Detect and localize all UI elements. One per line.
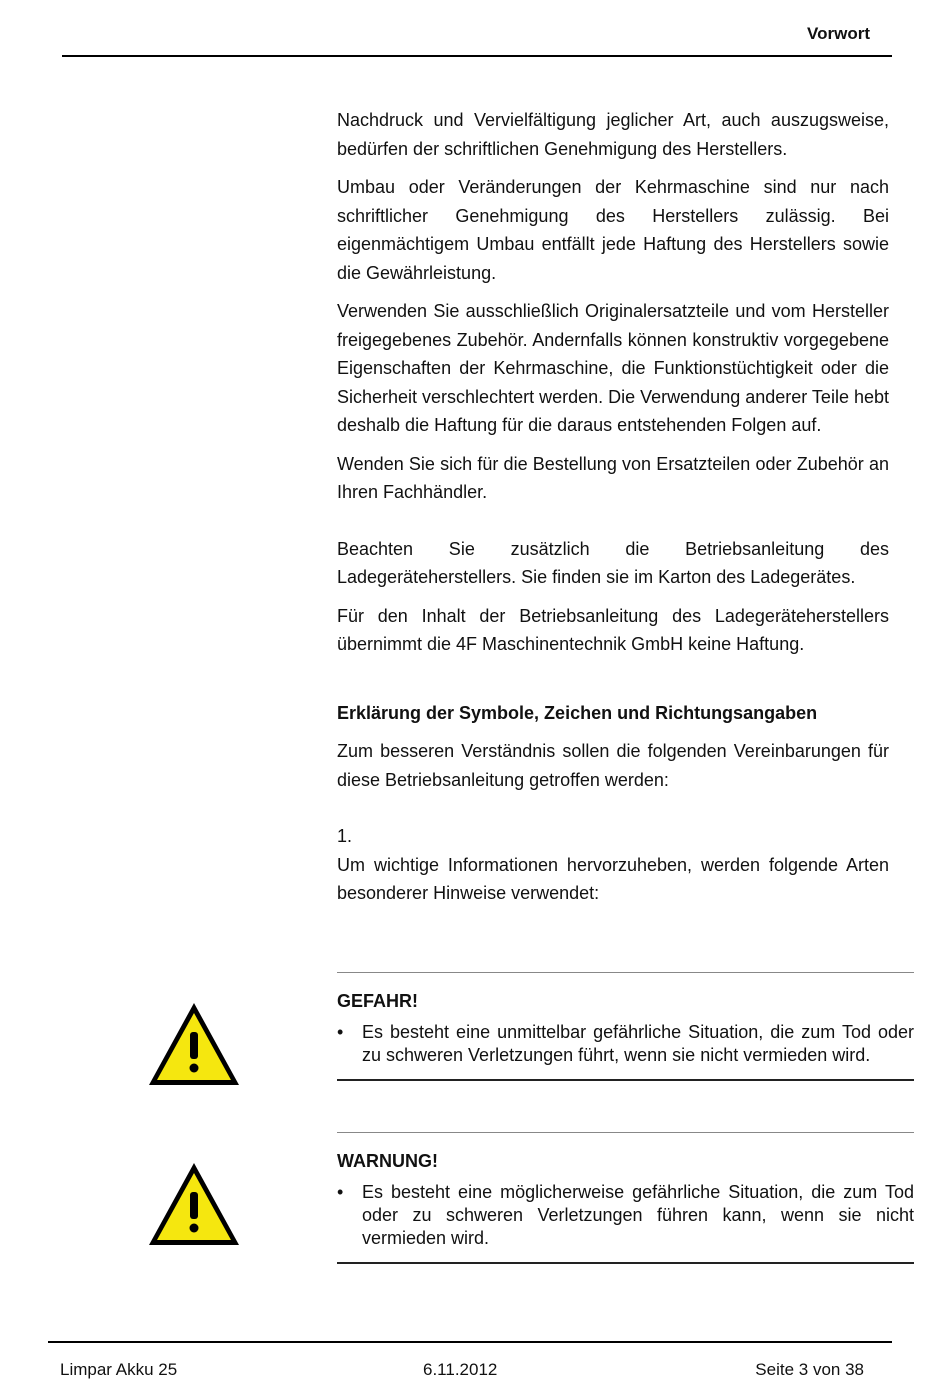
notice-text: Es besteht eine unmittelbar gefährliche Situation, die zum Tod oder zu schweren Verletzungen führt, wenn sie nicht vermieden wird. bbox=[362, 1022, 914, 1065]
notice-rule-bottom bbox=[337, 1262, 914, 1264]
footer-date: 6.11.2012 bbox=[423, 1360, 498, 1379]
notice-title: GEFAHR! bbox=[337, 991, 418, 1011]
header-rule bbox=[62, 55, 892, 57]
notice-list bbox=[337, 1181, 914, 1250]
notice-rule-top bbox=[337, 1132, 914, 1133]
list-item bbox=[337, 1181, 914, 1250]
notice-list bbox=[337, 1021, 914, 1067]
bullet-icon: • bbox=[337, 1182, 344, 1202]
footer-rule bbox=[48, 1341, 892, 1343]
bullet-icon: • bbox=[337, 1022, 344, 1042]
list-text: Um wichtige Informationen hervorzuheben, werden folgende Arten besonderer Hinweise verwendet: bbox=[337, 854, 889, 903]
notice-title: WARNUNG! bbox=[337, 1151, 438, 1171]
notice-rule-bottom bbox=[337, 1079, 914, 1081]
paragraph-liability: Für den Inhalt der Betriebsanleitung des Ladegeräteherstellers übernimmt die 4F Maschinentechnik GmbH keine Haftung. bbox=[337, 605, 889, 654]
paragraph-charger-manual: Beachten Sie zusätzlich die Betriebsanleitung des Ladegeräteherstellers. Sie finden sie im Karton des Ladegerätes. bbox=[337, 538, 889, 587]
warning-triangle-icon bbox=[146, 1160, 242, 1248]
section-heading: Erklärung der Symbole, Zeichen und Richtungsangaben bbox=[337, 702, 818, 723]
running-header-title: Vorwort bbox=[807, 24, 870, 43]
footer-page-number: Seite 3 von 38 bbox=[755, 1360, 864, 1379]
danger-notice bbox=[337, 972, 914, 1081]
paragraph-reprint: Nachdruck und Vervielfältigung jeglicher Art, auch auszugsweise, bedürfen der schriftlichen Genehmigung des Herstellers. bbox=[337, 110, 889, 159]
paragraph-modification: Umbau oder Veränderungen der Kehrmaschine sind nur nach schriftlicher Genehmigung des Herstellers zulässig. Bei eigenmächtigem Umbau entfällt jede Haftung des Herstellers sowie die Gewährleistung. bbox=[337, 177, 889, 283]
section-intro: Zum besseren Verständnis sollen die folgenden Vereinbarungen für diese Betriebsanleitung getroffen werden: bbox=[337, 741, 889, 790]
footer-product: Limpar Akku 25 bbox=[60, 1360, 178, 1379]
warning-notice bbox=[337, 1132, 914, 1264]
main-text-column bbox=[337, 106, 889, 918]
notice-rule-top bbox=[337, 972, 914, 973]
paragraph-dealer: Wenden Sie sich für die Bestellung von Ersatzteilen oder Zubehör an Ihren Fachhändler. bbox=[337, 453, 889, 502]
notice-text: Es besteht eine möglicherweise gefährliche Situation, die zum Tod oder zu schweren Verletzungen führen kann, wenn sie nicht vermieden wird. bbox=[362, 1182, 914, 1248]
paragraph-spare-parts: Verwenden Sie ausschließlich Originalersatzteile und vom Hersteller freigegebenes Zubehör. Andernfalls können konstruktiv vorgegebene Eigenschaften der Kehrmaschine, die Funktionstüchtigkeit oder die Sicherheit verschlechtert werden. Die Verwendung anderer Teile hebt deshalb die Haftung für die daraus entstehenden Folgen auf. bbox=[337, 301, 889, 435]
list-number: 1. bbox=[337, 826, 353, 846]
warning-triangle-icon bbox=[146, 1000, 242, 1088]
list-item bbox=[337, 1021, 914, 1067]
